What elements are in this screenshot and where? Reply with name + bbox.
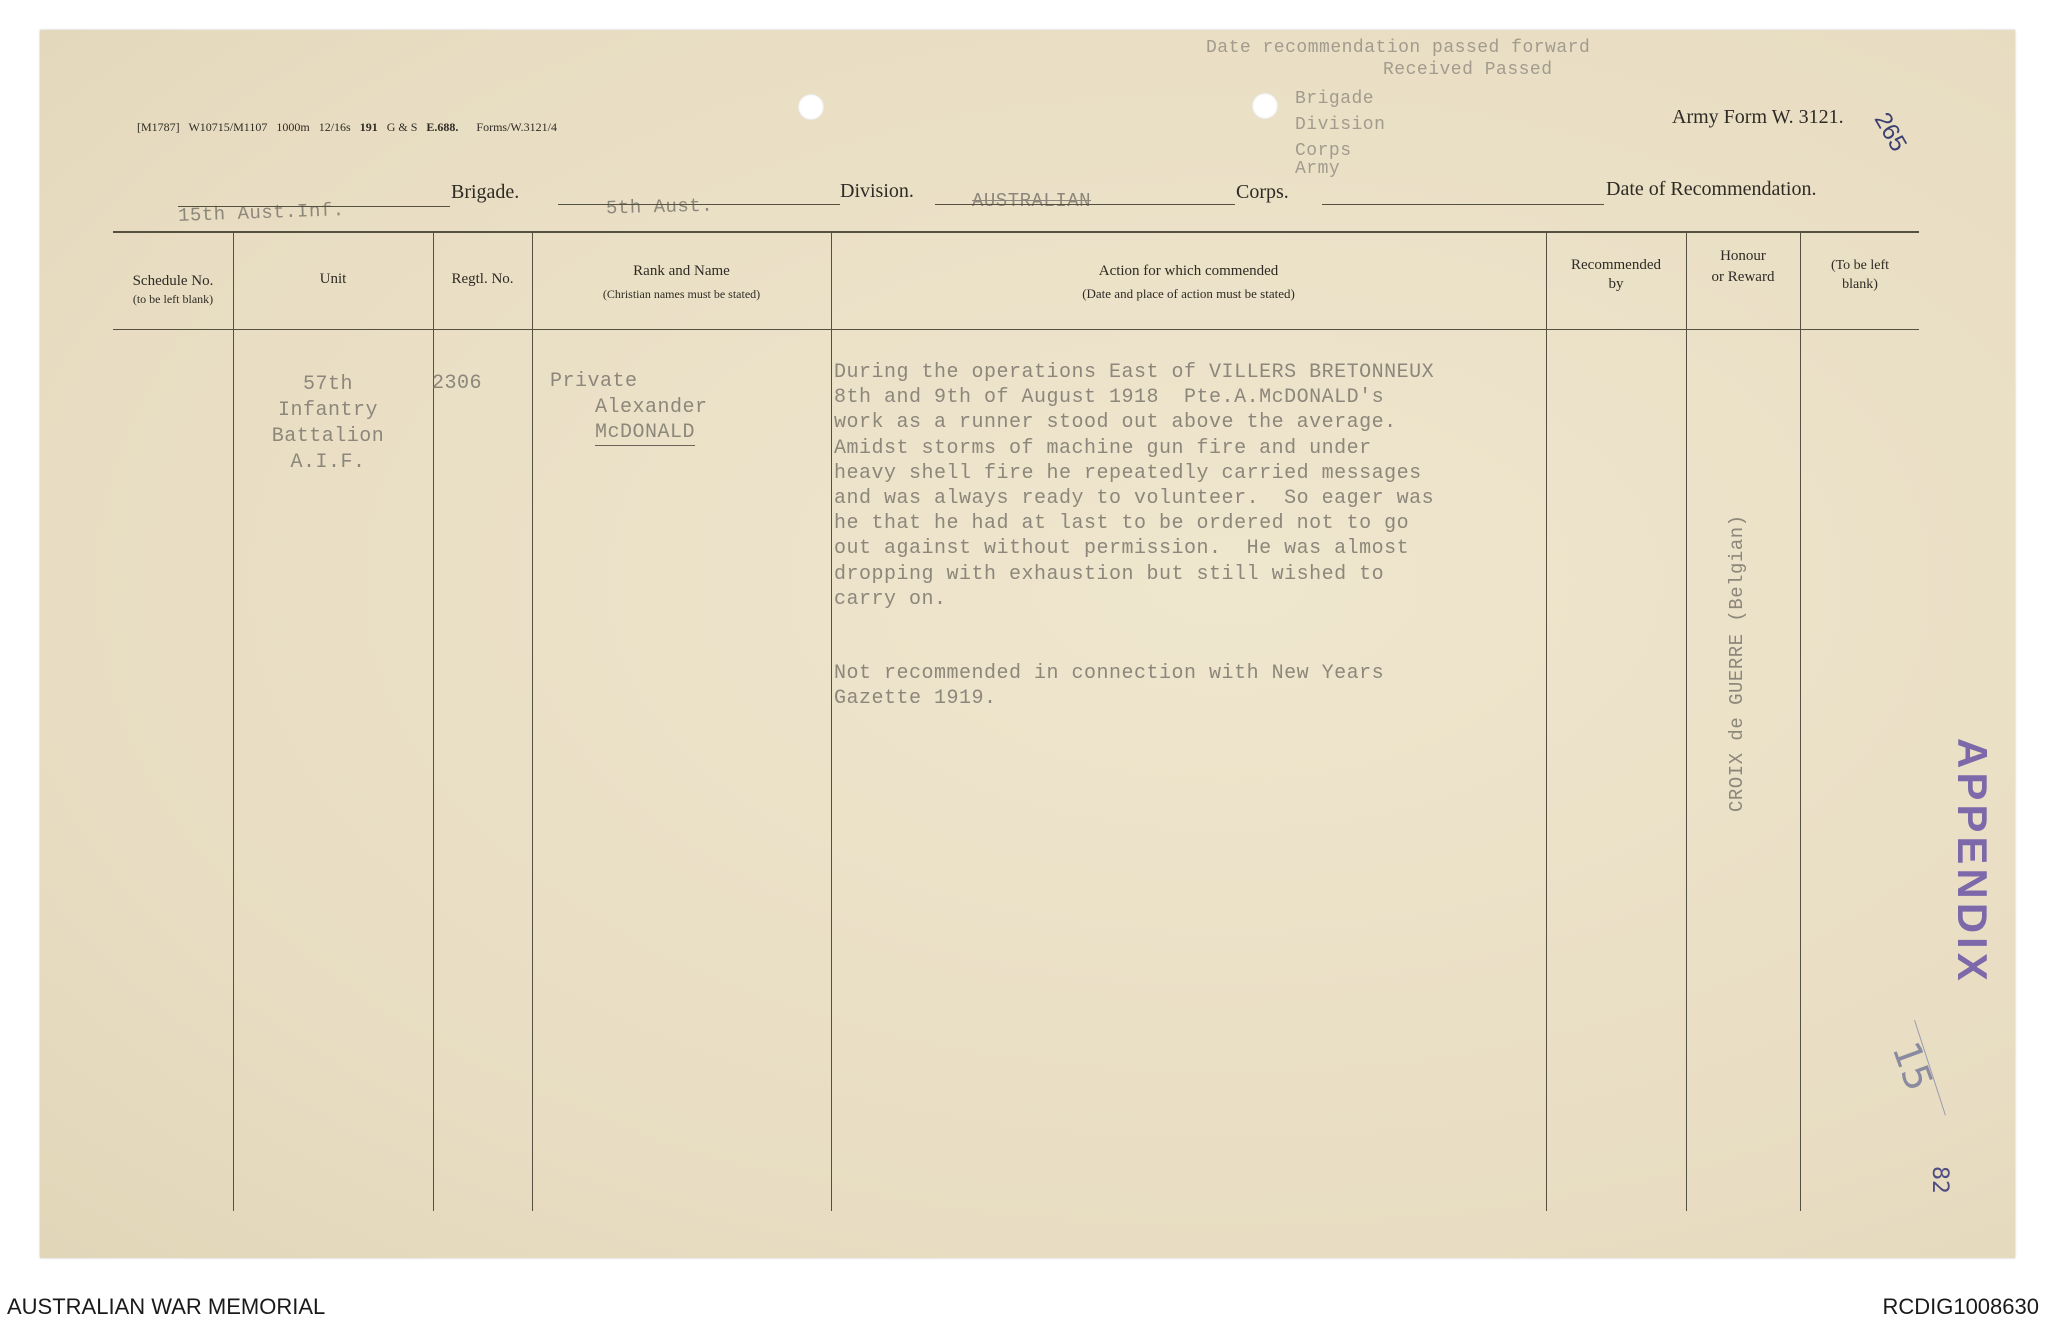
- division-label: Division.: [840, 180, 914, 202]
- col-header-action: Action for which commended (Date and place of action must be stated): [1082, 263, 1295, 301]
- printer-line: [M1787] W10715/M1107 1000m 12/16s 191 G & S E.688. Forms/W.3121/4: [137, 120, 557, 134]
- pencil-number: 82: [1927, 1166, 1952, 1194]
- routing-line-2: Received Passed: [1383, 60, 1553, 80]
- action-citation: During the operations East of VILLERS BRETONNEUX 8th and 9th of August 1918 Pte.A.McDONALD's work as a runner stood out above the average. Amidst storms of machine gun fire and under heavy shell fire he repeatedly carried messages and was always ready to volunteer. So eager was he that he had at last to be ordered not to go out against without permission. He was almost dropping with exhaustion but still wished to carry on.: [834, 361, 1435, 611]
- table-header-rule: [113, 329, 1919, 330]
- punch-hole: [1252, 93, 1278, 119]
- appendix-stamp: APPENDIX: [1949, 738, 1996, 985]
- col-header-recommended: Recommended by: [1571, 257, 1661, 292]
- regtl-no-cell: 2306: [432, 372, 483, 395]
- footer-archive-name: AUSTRALIAN WAR MEMORIAL: [7, 1294, 326, 1319]
- date-underline: [1322, 204, 1604, 205]
- honour-cell: CROIX de GUERRE (Belgian): [1726, 514, 1748, 812]
- routing-line-1: Date recommendation passed forward: [1206, 38, 1591, 58]
- punch-hole: [798, 94, 824, 120]
- col-header-rank-name: Rank and Name (Christian names must be stated): [602, 263, 761, 301]
- column-divider: [532, 231, 533, 1211]
- column-divider: [1686, 231, 1687, 1211]
- division-underline: [558, 204, 840, 205]
- column-divider: [831, 231, 832, 1211]
- army-form-label: Army Form W. 3121.: [1672, 106, 1844, 128]
- col-header-blank: (To be left blank): [1830, 258, 1890, 292]
- col-header-schedule: Schedule No. (to be left blank): [132, 273, 214, 306]
- division-value: 5th Aust.: [605, 194, 714, 220]
- col-header-unit: Unit: [319, 271, 347, 287]
- col-header-regtl-no: Regtl. No.: [451, 271, 514, 287]
- stamp-number: 265: [1868, 108, 1913, 157]
- brigade-value: 15th Aust.Inf.: [177, 199, 345, 227]
- corps-underline: [935, 204, 1235, 205]
- table-top-rule: [113, 231, 1919, 233]
- column-divider: [233, 231, 234, 1211]
- brigade-underline: [178, 206, 450, 207]
- action-note: Not recommended in connection with New Years Gazette 1919.: [834, 662, 1385, 711]
- footer-item-id: RCDIG1008630: [1882, 1294, 2039, 1319]
- column-divider: [1800, 231, 1801, 1211]
- corps-value: AUSTRALIAN: [972, 190, 1092, 212]
- corps-label: Corps.: [1236, 181, 1289, 203]
- first-name-cell: Alexander: [595, 396, 708, 419]
- unit-cell: 57th Infantry Battalion A.I.F.: [271, 373, 385, 474]
- col-header-honour: Honour or Reward: [1711, 248, 1775, 285]
- routing-list: Brigade Division Corps Army: [1295, 89, 1386, 179]
- rank-cell: Private: [550, 370, 638, 393]
- pencil-fraction: 15: [1883, 1036, 1942, 1097]
- brigade-label: Brigade.: [451, 181, 520, 203]
- date-label: Date of Recommendation.: [1606, 178, 1817, 200]
- surname-cell: McDONALD: [595, 421, 696, 444]
